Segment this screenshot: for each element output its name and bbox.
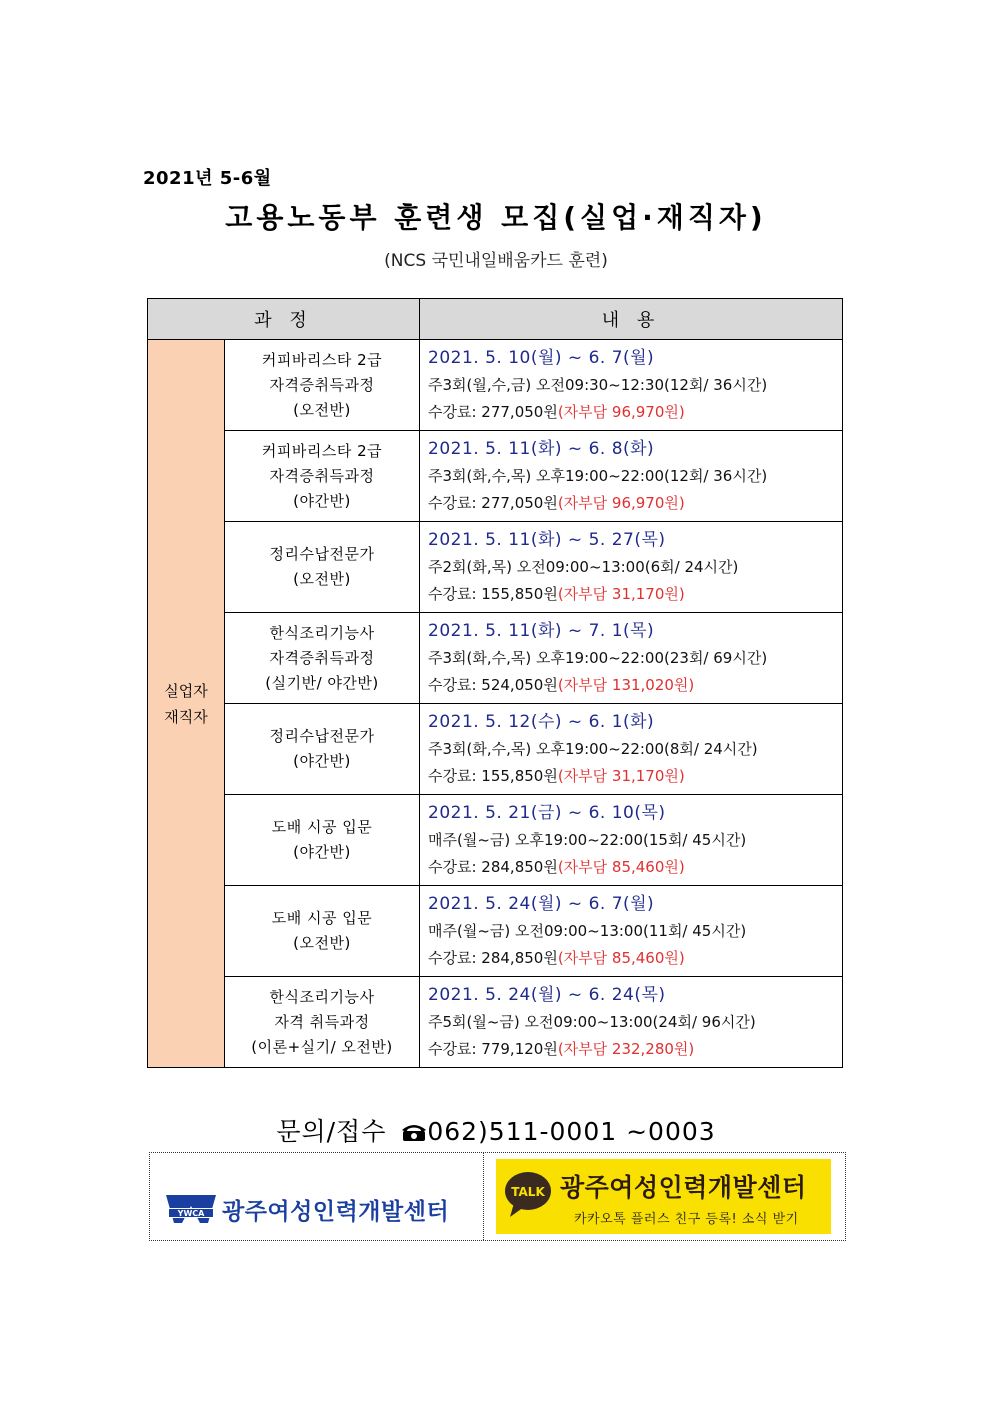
contact-phone: 062)511-0001 ~0003	[427, 1117, 716, 1146]
course-schedule: 주5회(월~금) 오전09:00~13:00(24회/ 96시간)	[428, 1012, 756, 1031]
tuition-fee: 수강료: 284,850원	[428, 857, 558, 876]
course-name-line: 도배 시공 입문	[271, 818, 373, 836]
course-fee	[428, 1036, 842, 1063]
self-pay-amount: (자부담 96,970원)	[557, 402, 685, 421]
table-row	[148, 613, 843, 704]
target-label-line: 재직자	[164, 707, 208, 726]
course-name-line: 자격증취득과정	[269, 648, 375, 667]
course-fee	[428, 399, 842, 426]
org-name: 광주여성인력개발센터	[222, 1199, 450, 1225]
course-name-cell	[225, 977, 420, 1068]
course-name-line: 도배 시공 입문	[271, 909, 373, 927]
talk-label: TALK	[511, 1185, 545, 1199]
table-row	[148, 522, 843, 613]
course-name-line: 정리수납전문가	[269, 727, 375, 745]
ywca-logo-icon	[164, 1194, 218, 1228]
phone-icon	[401, 1119, 427, 1148]
course-name-line: (오전반)	[293, 570, 351, 588]
course-detail-cell	[420, 795, 843, 886]
course-table	[147, 298, 843, 1068]
course-schedule: 매주(월~금) 오전09:00~13:00(11회/ 45시간)	[428, 921, 747, 940]
course-name-line: (야간반)	[293, 491, 351, 510]
course-schedule: 주3회(화,수,목) 오후19:00~22:00(12회/ 36시간)	[428, 466, 768, 485]
self-pay-amount: (자부담 31,170원)	[557, 584, 685, 603]
self-pay-amount: (자부담 131,020원)	[557, 675, 695, 694]
kakao-banner[interactable]	[496, 1159, 831, 1234]
course-name-cell	[225, 340, 420, 431]
table-header-row	[148, 299, 843, 340]
contact-label: 문의/접수	[276, 1117, 387, 1146]
course-schedule: 매주(월~금) 오후19:00~22:00(15회/ 45시간)	[428, 830, 747, 849]
course-fee	[428, 763, 842, 790]
notice-period: 2021년 5-6월	[143, 168, 272, 189]
course-table-body	[148, 340, 843, 1068]
kakao-talk-icon	[504, 1169, 552, 1225]
course-detail-cell	[420, 522, 843, 613]
table-row	[148, 704, 843, 795]
course-name-line: (오전반)	[293, 400, 351, 419]
course-date: 2021. 5. 10(월) ~ 6. 7(월)	[428, 347, 655, 368]
course-name-line: 한식조리기능사	[269, 987, 375, 1006]
course-date: 2021. 5. 11(화) ~ 5. 27(목)	[428, 529, 666, 550]
course-name-line: 자격 취득과정	[274, 1012, 370, 1031]
course-fee	[428, 854, 842, 881]
notice-subtitle: (NCS 국민내일배움카드 훈련)	[384, 251, 608, 271]
contact-line	[0, 1112, 992, 1148]
course-detail-cell	[420, 340, 843, 431]
course-name-line: (야간반)	[293, 752, 351, 770]
course-fee	[428, 672, 842, 699]
column-header-course: 과 정	[148, 299, 420, 340]
course-name-cell	[225, 431, 420, 522]
course-fee	[428, 581, 842, 608]
table-row	[148, 340, 843, 431]
notice-title: 고용노동부 훈련생 모집(실업·재직자)	[225, 201, 767, 234]
tuition-fee: 수강료: 277,050원	[428, 402, 558, 421]
course-name-line: 커피바리스타 2급	[261, 441, 383, 460]
course-detail-cell	[420, 886, 843, 977]
course-name-cell	[225, 886, 420, 977]
target-label-line: 실업자	[164, 681, 208, 700]
self-pay-amount: (자부담 85,460원)	[557, 948, 685, 967]
course-detail-cell	[420, 704, 843, 795]
tuition-fee: 수강료: 155,850원	[428, 766, 558, 785]
course-date: 2021. 5. 11(화) ~ 6. 8(화)	[428, 438, 655, 459]
course-name-cell	[225, 704, 420, 795]
column-header-content: 내 용	[420, 299, 843, 340]
course-detail-cell	[420, 431, 843, 522]
table-row	[148, 431, 843, 522]
self-pay-amount: (자부담 31,170원)	[557, 766, 685, 785]
self-pay-amount: (자부담 232,280원)	[557, 1039, 695, 1058]
course-detail-cell	[420, 613, 843, 704]
tuition-fee: 수강료: 524,050원	[428, 675, 558, 694]
tuition-fee: 수강료: 779,120원	[428, 1039, 558, 1058]
course-name-line: (야간반)	[293, 843, 351, 861]
course-name-line: 자격증취득과정	[269, 375, 375, 394]
course-date: 2021. 5. 24(월) ~ 6. 7(월)	[428, 893, 655, 914]
course-date: 2021. 5. 24(월) ~ 6. 24(목)	[428, 984, 666, 1005]
tuition-fee: 수강료: 277,050원	[428, 493, 558, 512]
course-date: 2021. 5. 21(금) ~ 6. 10(목)	[428, 802, 666, 823]
course-name-line: (오전반)	[293, 934, 351, 952]
tuition-fee: 수강료: 284,850원	[428, 948, 558, 967]
course-schedule: 주3회(월,수,금) 오전09:30~12:30(12회/ 36시간)	[428, 375, 768, 394]
table-row	[148, 977, 843, 1068]
kakao-channel-name: 광주여성인력개발센터	[560, 1173, 807, 1202]
course-name-cell	[225, 613, 420, 704]
self-pay-amount: (자부담 85,460원)	[557, 857, 685, 876]
course-fee	[428, 490, 842, 517]
ywca-logo-text: YWCA	[177, 1209, 205, 1218]
table-row	[148, 795, 843, 886]
course-schedule: 주3회(화,수,목) 오후19:00~22:00(23회/ 69시간)	[428, 648, 768, 667]
course-fee	[428, 945, 842, 972]
course-name-line: 정리수납전문가	[269, 545, 375, 563]
target-group-cell	[148, 340, 225, 1068]
self-pay-amount: (자부담 96,970원)	[557, 493, 685, 512]
course-detail-cell	[420, 977, 843, 1068]
course-name-cell	[225, 795, 420, 886]
course-name-cell	[225, 522, 420, 613]
org-banner	[149, 1152, 846, 1241]
course-schedule: 주3회(화,수,목) 오후19:00~22:00(8회/ 24시간)	[428, 739, 758, 758]
kakao-subtitle: 카카오톡 플러스 친구 등록! 소식 받기	[574, 1212, 799, 1227]
course-name-line: 커피바리스타 2급	[261, 350, 383, 369]
tuition-fee: 수강료: 155,850원	[428, 584, 558, 603]
course-schedule: 주2회(화,목) 오전09:00~13:00(6회/ 24시간)	[428, 557, 739, 576]
table-row	[148, 886, 843, 977]
course-name-line: (이론+실기/ 오전반)	[251, 1037, 393, 1056]
course-name-line: 자격증취득과정	[269, 466, 375, 485]
course-date: 2021. 5. 12(수) ~ 6. 1(화)	[428, 711, 655, 732]
course-date: 2021. 5. 11(화) ~ 7. 1(목)	[428, 620, 655, 641]
course-name-line: (실기반/ 야간반)	[265, 673, 379, 692]
ywca-banner	[150, 1153, 484, 1240]
course-name-line: 한식조리기능사	[269, 623, 375, 642]
